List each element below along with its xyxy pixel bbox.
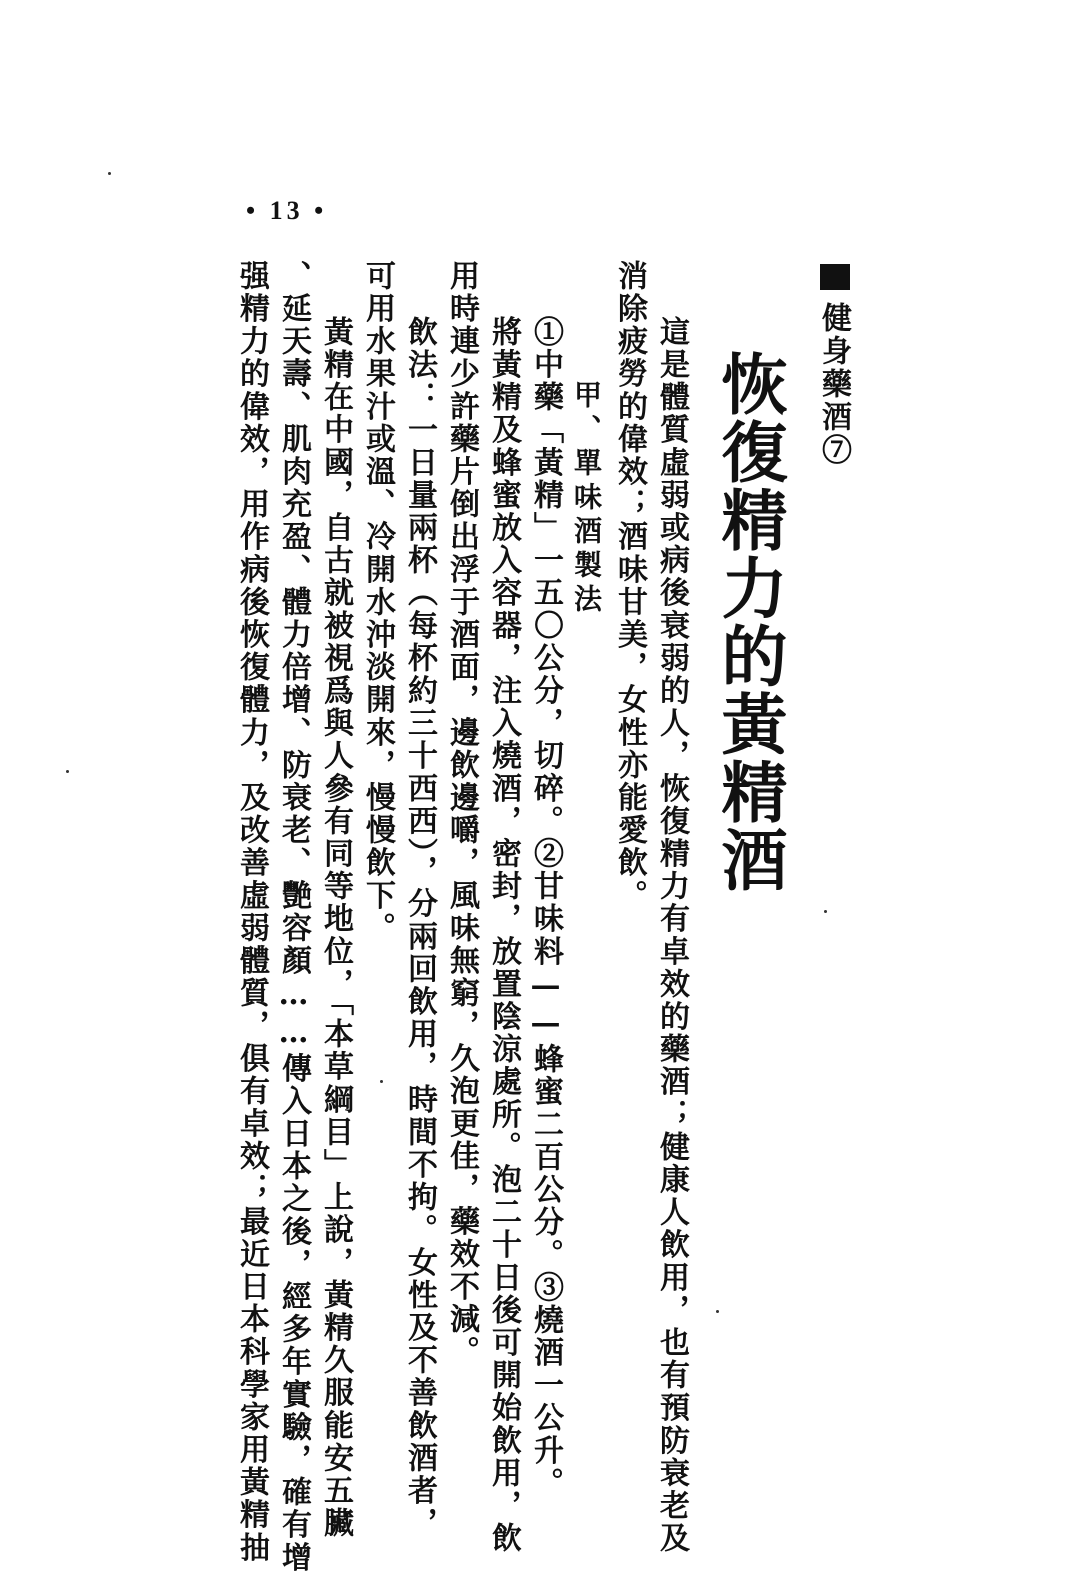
recipe-line-1: ①中藥「黃精」一五〇公分，切碎。②甘味料——蜂蜜二百公分。③燒酒一公升。	[528, 316, 563, 1500]
recipe-line-5: 可用水果汁或溫、冷開水沖淡開來，慢慢飲下。	[360, 260, 395, 945]
history-line-3: 强精力的偉效，用作病後恢復體力，及改善虛弱體質，俱有卓效；最近日本科學家用黃精抽	[234, 260, 269, 1564]
scan-speck	[380, 1080, 383, 1083]
scan-speck	[108, 172, 111, 175]
page-number: • 13 •	[246, 196, 328, 225]
scan-speck	[66, 770, 69, 773]
recipe-line-3: 用時連少許藥片倒出浮于酒面，邊飲邊嚼，風味無窮，久泡更佳，藥效不減。	[444, 260, 479, 1369]
recipe-line-4: 飲法：一日量兩杯（每杯約三十西西），分兩回飲用，時間不拘。女性及不善飲酒者，	[402, 316, 437, 1540]
scan-speck	[824, 910, 827, 913]
intro-line-1: 這是體質虛弱或病後衰弱的人，恢復精力有卓效的藥酒；健康人飲用，也有預防衰老及	[654, 316, 689, 1555]
intro-line-2: 消除疲勞的偉效；酒味甘美，女性亦能愛飲。	[612, 260, 647, 912]
history-line-2: 、延天壽、肌肉充盈、體力倍增、防衰老、艷容顏……傳入日本之後，經多年實驗，確有增	[276, 260, 311, 1574]
article-title: 恢復精力的黃精酒	[710, 350, 788, 894]
scan-speck	[716, 1310, 719, 1313]
recipe-line-2: 將黃精及蜂蜜放入容器，注入燒酒，密封，放置陰涼處所。泡二十日後可開始飲用，飲	[486, 316, 521, 1555]
series-marker-block	[820, 264, 850, 290]
history-line-1: 黃精在中國，自古就被視爲與人參有同等地位，「本草綱目」上說，黃精久服能安五臟	[318, 316, 353, 1540]
series-title: 健身藥酒⑦	[816, 302, 851, 467]
section-heading: 甲、單味酒製法	[570, 380, 603, 618]
